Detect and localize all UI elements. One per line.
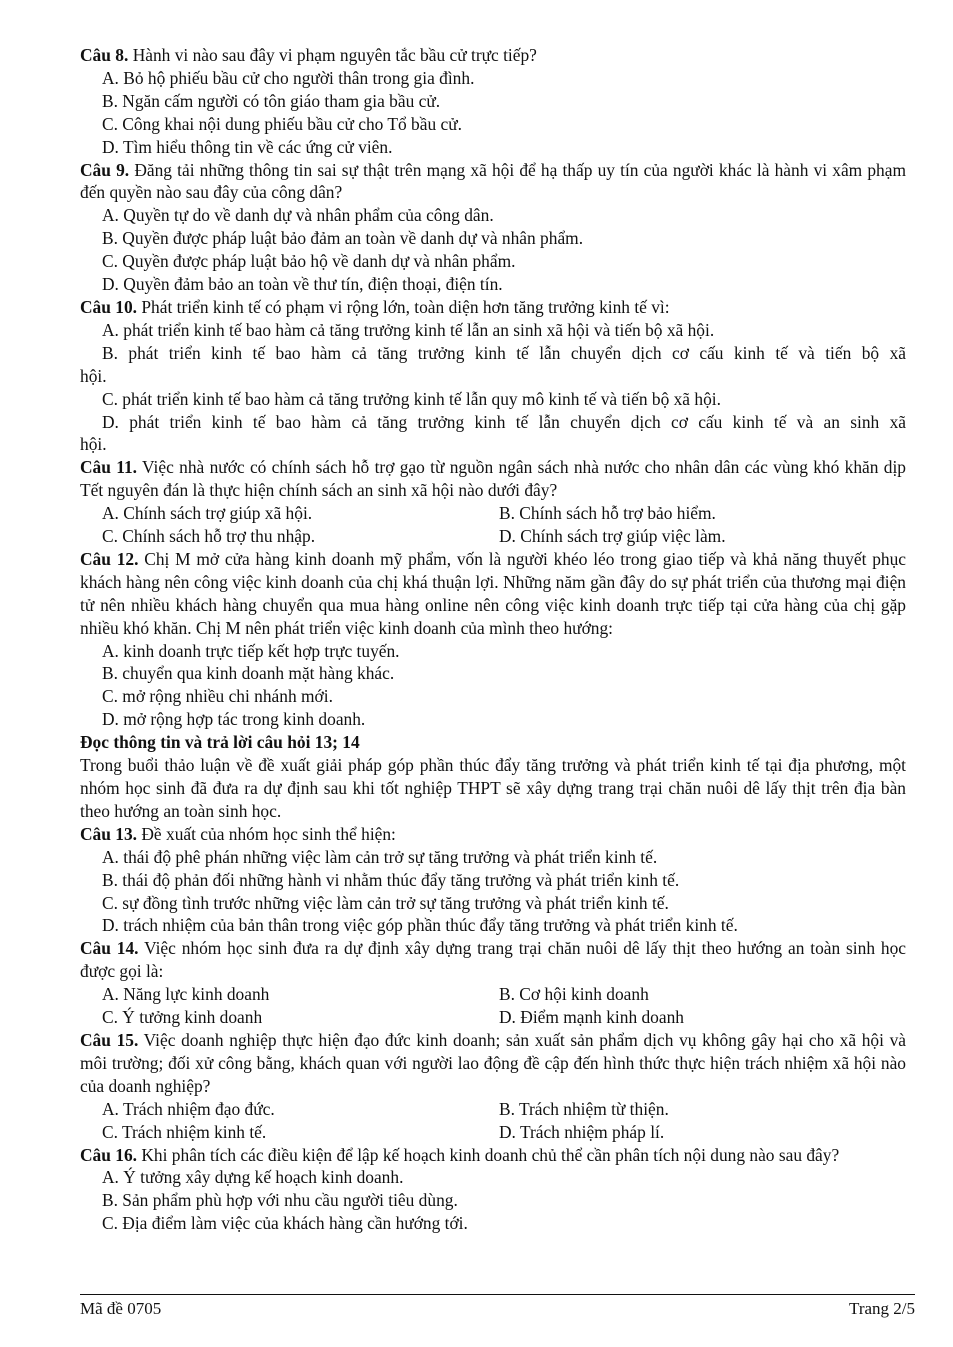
question-16 bbox=[80, 1144, 906, 1167]
option-a: A. Bỏ hộ phiếu bầu cử cho người thân trong gia đình. bbox=[102, 67, 475, 88]
option-c: C. Trách nhiệm kinh tế. bbox=[102, 1121, 267, 1142]
option-c: C. Quyền được pháp luật bảo hộ về danh dự và nhân phẩm. bbox=[102, 251, 516, 272]
option-a: A. kinh doanh trực tiếp kết hợp trực tuyến. bbox=[102, 640, 400, 661]
option-b: B. Chính sách hỗ trợ bảo hiểm. bbox=[499, 503, 716, 524]
question-9 bbox=[80, 159, 906, 205]
question-text: Chị M mở cửa hàng kinh doanh mỹ phẩm, vốn là người khéo léo trong giao tiếp và khả năng thuyết phục khách hàng nên công việc kinh doanh của chị khá thuận lợi. Những năm gần đây do sự phát triển của thương mại điện tử nên nhiều khách hàng chuyển qua mua hàng online nên công việc kinh doanh trực tiếp tại cửa hàng của chị gặp nhiều khó khăn. Chị M nên phát triển việc kinh doanh của mình theo hướng: bbox=[80, 548, 907, 638]
option-a: A. Chính sách trợ giúp xã hội. bbox=[102, 503, 313, 524]
option-row bbox=[80, 525, 906, 548]
question-label: Câu 16. bbox=[80, 1144, 138, 1165]
option-b: B. phát triển kinh tế bao hàm cả tăng trưởng kinh tế lẫn chuyển dịch cơ cấu kinh tế và tiến bộ xã bbox=[102, 342, 906, 363]
option-a: A. Ý tưởng xây dựng kế hoạch kinh doanh. bbox=[102, 1167, 404, 1188]
question-text: Hành vi nào sau đây vi phạm nguyên tắc bầu cử trực tiếp? bbox=[132, 45, 537, 65]
option-b: B. Sản phẩm phù hợp với nhu cầu người tiêu dùng. bbox=[102, 1190, 458, 1211]
option-d: D. mở rộng hợp tác trong kinh doanh. bbox=[102, 709, 366, 730]
option-c: C. sự đồng tình trước những việc làm cản trở sự tăng trưởng và phát triển kinh tế. bbox=[102, 892, 669, 913]
option-row bbox=[80, 1098, 906, 1121]
reading-heading: Đọc thông tin và trả lời câu hỏi 13; 14 bbox=[80, 732, 360, 753]
option-b: B. Quyền được pháp luật bảo đảm an toàn về danh dự và nhân phẩm. bbox=[102, 228, 584, 249]
option-row bbox=[80, 1006, 906, 1029]
footer-divider bbox=[80, 1294, 915, 1295]
reading-passage: Trong buổi thảo luận về đề xuất giải pháp góp phần thúc đẩy tăng trưởng và phát triển kinh tế tại địa phương, một nhóm học sinh đã đưa ra dự định sau khi tốt nghiệp THPT sẽ xây dựng trang trại chăn nuôi dê lấy thịt trên địa bàn theo hướng an toàn sinh học. bbox=[80, 755, 906, 821]
option-c: C. Ý tưởng kinh doanh bbox=[102, 1007, 263, 1028]
option-b: B. Trách nhiệm từ thiện. bbox=[499, 1098, 669, 1119]
option-c: C. Địa điểm làm việc của khách hàng cần hướng tới. bbox=[102, 1213, 468, 1234]
question-11 bbox=[80, 456, 906, 502]
option-b: B. Ngăn cấm người có tôn giáo tham gia bầu cử. bbox=[102, 90, 441, 111]
option-d: D. Chính sách trợ giúp việc làm. bbox=[499, 526, 726, 547]
option-d-continued: hội. bbox=[80, 434, 107, 455]
question-label: Câu 11. bbox=[80, 457, 138, 478]
question-text: Việc nhà nước có chính sách hỗ trợ gạo từ nguồn ngân sách nhà nước cho nhân dân các vùng khó khăn dịp Tết nguyên đán là thực hiện chính sách an sinh xã hội nào dưới đây? bbox=[80, 457, 906, 501]
option-a: A. phát triển kinh tế bao hàm cả tăng trưởng kinh tế lẫn an sinh xã hội và tiến bộ xã hội. bbox=[102, 319, 715, 340]
option-a: A. Năng lực kinh doanh bbox=[102, 984, 270, 1005]
option-c: C. Công khai nội dung phiếu bầu cử cho Tổ bầu cử. bbox=[102, 113, 463, 134]
option-c: C. mở rộng nhiều chi nhánh mới. bbox=[102, 686, 333, 707]
option-d: D. phát triển kinh tế bao hàm cả tăng trưởng kinh tế lẫn chuyển dịch cơ cấu kinh tế và an sinh xã bbox=[102, 411, 906, 432]
option-b-continued: hội. bbox=[80, 365, 107, 386]
exam-code: Mã đề 0705 bbox=[80, 1299, 162, 1318]
question-text: Khi phân tích các điều kiện để lập kế hoạch kinh doanh chủ thể cần phân tích nội dung nào sau đây? bbox=[141, 1144, 840, 1165]
question-10 bbox=[80, 296, 906, 319]
question-label: Câu 12. bbox=[80, 548, 139, 569]
option-row bbox=[80, 1121, 906, 1144]
option-c: C. Chính sách hỗ trợ thu nhập. bbox=[102, 526, 316, 547]
question-list bbox=[80, 44, 906, 1235]
option-b: B. Cơ hội kinh doanh bbox=[499, 984, 649, 1005]
question-15 bbox=[80, 1029, 906, 1098]
question-label: Câu 13. bbox=[80, 823, 138, 844]
question-text: Phát triển kinh tế có phạm vi rộng lớn, toàn diện hơn tăng trưởng kinh tế vì: bbox=[141, 296, 670, 317]
option-d: D. trách nhiệm của bản thân trong việc góp phần thúc đẩy tăng trưởng và phát triển kinh tế. bbox=[102, 915, 738, 936]
option-row bbox=[80, 502, 906, 525]
option-d: D. Tìm hiểu thông tin về các ứng cử viên. bbox=[102, 136, 393, 157]
question-text: Đề xuất của nhóm học sinh thể hiện: bbox=[141, 823, 396, 844]
question-8 bbox=[80, 44, 906, 67]
option-row bbox=[80, 983, 906, 1006]
option-a: A. Trách nhiệm đạo đức. bbox=[102, 1098, 275, 1119]
option-d: D. Trách nhiệm pháp lí. bbox=[499, 1121, 665, 1142]
question-label: Câu 8. bbox=[80, 45, 129, 65]
question-13 bbox=[80, 823, 906, 846]
option-a: A. Quyền tự do về danh dự và nhân phẩm của công dân. bbox=[102, 205, 494, 226]
option-b: B. thái độ phản đối những hành vi nhằm thúc đẩy tăng trưởng và phát triển kinh tế. bbox=[102, 869, 680, 890]
question-label: Câu 9. bbox=[80, 159, 130, 180]
option-b: B. chuyển qua kinh doanh mặt hàng khác. bbox=[102, 663, 395, 684]
question-label: Câu 15. bbox=[80, 1029, 139, 1050]
question-label: Câu 10. bbox=[80, 296, 138, 317]
question-text: Đăng tải những thông tin sai sự thật trên mạng xã hội để hạ thấp uy tín của người khác là hành vi xâm phạm đến quyền nào sau đây của công dân? bbox=[80, 159, 906, 203]
question-label: Câu 14. bbox=[80, 938, 139, 959]
option-d: D. Quyền đảm bảo an toàn về thư tín, điện thoại, điện tín. bbox=[102, 274, 503, 295]
question-text: Việc nhóm học sinh đưa ra dự định xây dựng trang trại chăn nuôi dê lấy thịt theo hướng an toàn sinh học được gọi là: bbox=[80, 938, 906, 982]
option-a: A. thái độ phê phán những việc làm cản trở sự tăng trưởng và phát triển kinh tế. bbox=[102, 846, 658, 867]
question-14 bbox=[80, 937, 906, 983]
question-text: Việc doanh nghiệp thực hiện đạo đức kinh doanh; sản xuất sản phẩm dịch vụ không gây hại cho xã hội và môi trường; đối xử công bằng, khách quan với người lao động đề cập đến hình thức thực hiện trách nhiệm xã hội nào của doanh nghiệp? bbox=[80, 1029, 906, 1096]
option-d: D. Điểm mạnh kinh doanh bbox=[499, 1007, 684, 1028]
page-number: Trang 2/5 bbox=[849, 1299, 915, 1318]
question-12 bbox=[80, 548, 906, 640]
option-c: C. phát triển kinh tế bao hàm cả tăng trưởng kinh tế lẫn quy mô kinh tế và tiến bộ xã hội. bbox=[102, 388, 721, 409]
